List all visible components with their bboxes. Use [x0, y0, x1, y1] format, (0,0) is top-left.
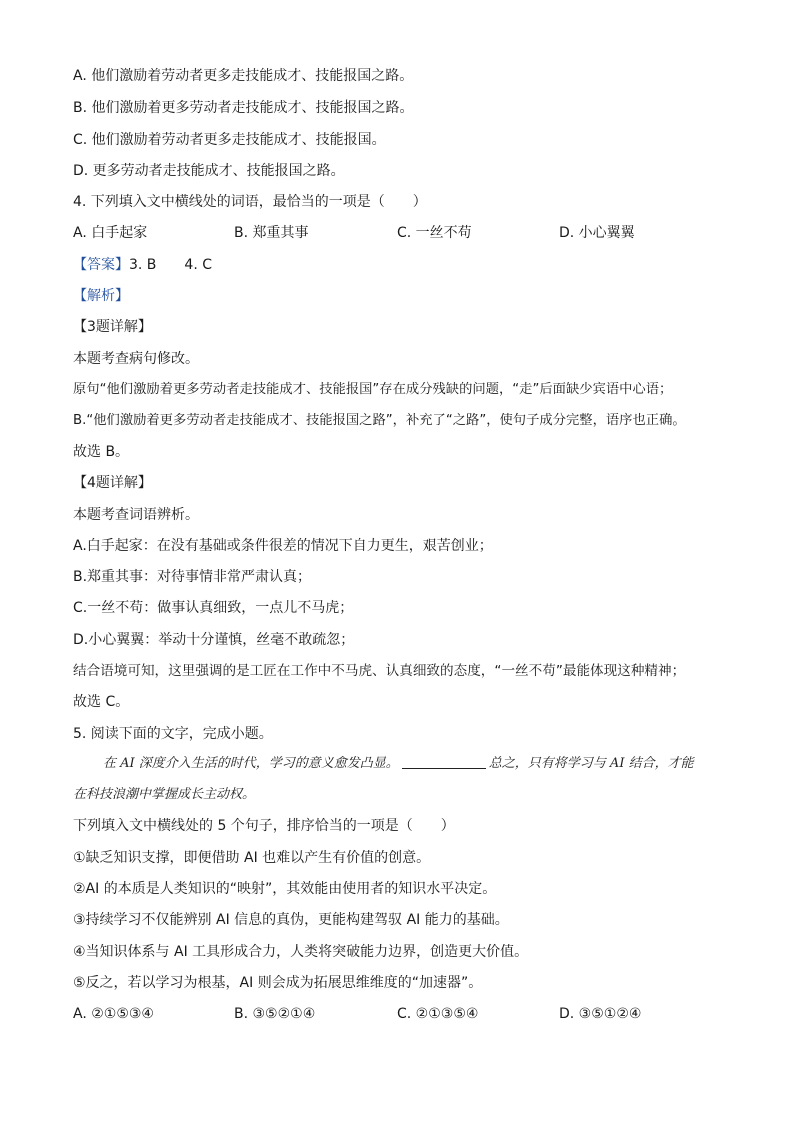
q5-passage-line2: 在科技浪潮中掌握成长主动权。 [73, 787, 256, 802]
q5-sentence-4: ④当知识体系与 AI 工具形成合力，人类将突破能力边界，创造更大价值。 [73, 944, 529, 960]
q4-option-a: A. 白手起家 [73, 225, 148, 241]
q5-option-c: C. ②①③⑤④ [397, 1006, 479, 1022]
q3-detail-conclusion: 故选 B。 [73, 444, 130, 460]
q4-option-b: B. 郑重其事 [234, 225, 309, 241]
q4-option-d: D. 小心翼翼 [559, 225, 635, 241]
q5-stem: 5. 阅读下面的文字，完成小题。 [73, 726, 273, 742]
q5-sentence-1: ①缺乏知识支撑，即便借助 AI 也难以产生有价值的创意。 [73, 850, 431, 866]
fill-blank [402, 754, 486, 769]
q5-option-a: A. ②①⑤③④ [73, 1006, 154, 1022]
analysis-label: 【解析】 [73, 288, 129, 304]
q3-option-c: C. 他们激励着劳动者更多走技能成才、技能报国。 [73, 132, 386, 148]
q4-detail-intro: 本题考查词语辨析。 [73, 507, 199, 523]
q4-detail-c: C.一丝不苟：做事认真细致，一点儿不马虎； [73, 600, 354, 616]
q4-stem: 4. 下列填入文中横线处的词语，最恰当的一项是（ ） [73, 194, 427, 210]
q5-option-d: D. ③⑤①②④ [559, 1006, 642, 1022]
q5-sentence-5: ⑤反之，若以学习为根基，AI 则会成为拓展思维维度的“加速器”。 [73, 975, 483, 991]
q3-option-b: B. 他们激励着更多劳动者走技能成才、技能报国之路。 [73, 100, 414, 116]
q5-sentence-3: ③持续学习不仅能辨别 AI 信息的真伪，更能构建驾驭 AI 能力的基础。 [73, 912, 509, 928]
q4-detail-title: 【4题详解】 [73, 475, 152, 491]
q5-passage-before: 在 AI 深度介入生活的时代，学习的意义愈发凸显。 [103, 756, 399, 771]
q3-detail-line1: 原句“他们激励着更多劳动者走技能成才、技能报国”存在成分残缺的问题，“走”后面缺少宾语中心语； [73, 382, 673, 397]
q4-option-c: C. 一丝不苟 [397, 225, 472, 241]
answer-line [73, 255, 212, 275]
answer-label: 【答案】 [73, 257, 129, 273]
q4-detail-a: A.白手起家：在没有基础或条件很差的情况下自力更生，艰苦创业； [73, 538, 493, 554]
q5-passage-after: 总之，只有将学习与 AI 结合，才能 [488, 756, 694, 771]
q3-option-d: D. 更多劳动者走技能成才、技能报国之路。 [73, 163, 345, 179]
q5-sentence-2: ②AI 的本质是人类知识的“映射”，其效能由使用者的知识水平决定。 [73, 881, 497, 897]
q5-question: 下列填入文中横线处的 5 个句子，排序恰当的一项是（ ） [73, 818, 455, 834]
q5-option-b: B. ③⑤②①④ [234, 1006, 316, 1022]
q4-detail-b: B.郑重其事：对待事情非常严肃认真； [73, 569, 312, 585]
q4-detail-summary: 结合语境可知，这里强调的是工匠在工作中不马虎、认真细致的态度，“一丝不苟”最能体现这种精神； [73, 663, 686, 679]
answer-value: 3. B 4. C [129, 257, 212, 273]
q5-passage-line1 [103, 754, 694, 774]
q3-detail-intro: 本题考查病句修改。 [73, 351, 199, 367]
q4-detail-d: D.小心翼翼：举动十分谨慎，丝毫不敢疏忽； [73, 632, 355, 648]
q4-detail-conclusion: 故选 C。 [73, 694, 130, 710]
q3-detail-title: 【3题详解】 [73, 319, 152, 335]
q3-detail-line2: B.“他们激励着更多劳动者走技能成才、技能报国之路”，补充了“之路”，使句子成分完整，语序也正确。 [73, 413, 686, 428]
q3-option-a: A. 他们激励着劳动者更多走技能成才、技能报国之路。 [73, 68, 414, 84]
